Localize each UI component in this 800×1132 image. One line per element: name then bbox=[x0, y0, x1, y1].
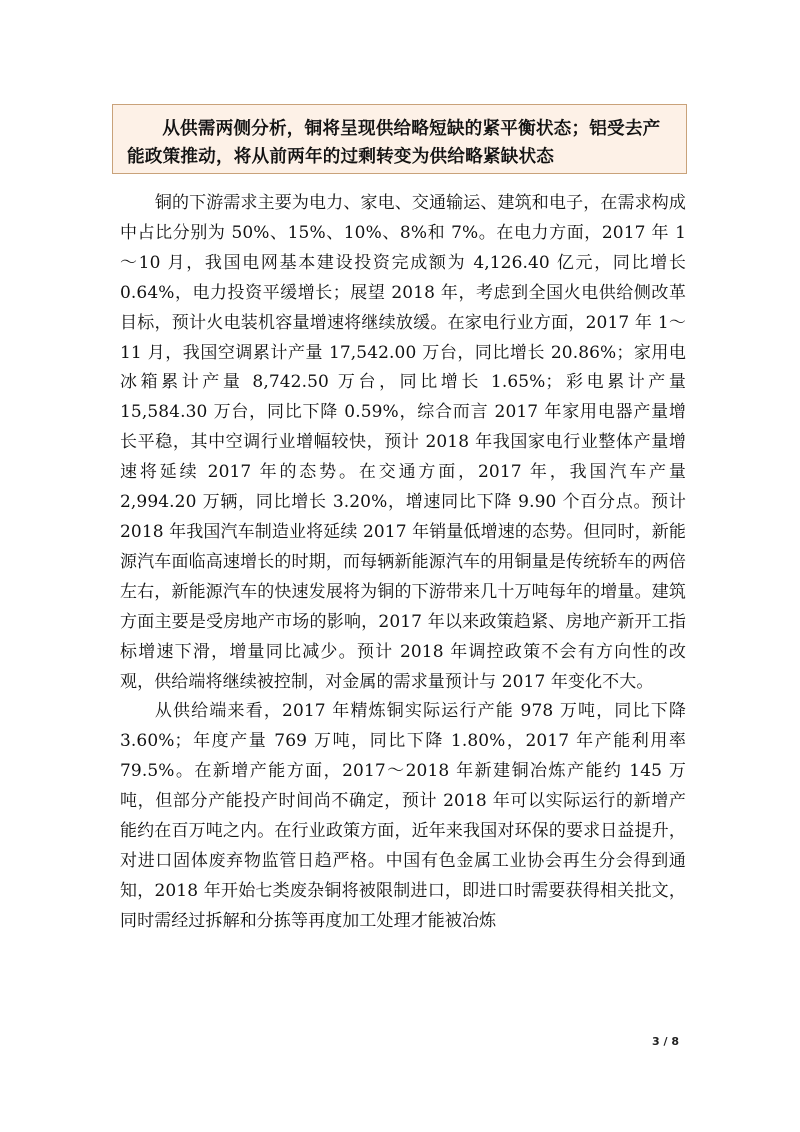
paragraph-demand: 铜的下游需求主要为电力、家电、交通输运、建筑和电子，在需求构成中占比分别为 50%、15%、10%、8%和 7%。在电力方面，2017 年 1～10 月，我国电网基本建设投资完成额为 4,126.40 亿元，同比增长 0.64%，电力投资平缓增长；展望 2018 年，考虑到全国火电供给侧改革目标，预计火电装机容量增速将继续放缓。在家电行业方面，2017 年 1～11 月，我国空调累计产量 17,542.00 万台，同比增长 20.86%；家用电冰箱累计产量 8,742.50 万台，同比增长 1.65%；彩电累计产量 15,584.30 万台，同比下降 0.59%，综合而言 2017 年家用电器产量增长平稳，其中空调行业增幅较快，预计 2018 年我国家电行业整体产量增速将延续 2017 年的态势。在交通方面，2017 年，我国汽车产量 2,994.20 万辆，同比增长 3.20%，增速同比下降 9.90 个百分点。预计 2018 年我国汽车制造业将延续 2017 年销量低增速的态势。但同时，新能源汽车面临高速增长的时期，而每辆新能源汽车的用铜量是传统轿车的两倍左右，新能源汽车的快速发展将为铜的下游带来几十万吨每年的增量。建筑方面主要是受房地产市场的影响，2017 年以来政策趋紧、房地产新开工指标增速下滑，增量同比减少。预计 2018 年调控政策不会有方向性的改观，供给端将继续被控制，对金属的需求量预计与 2017 年变化不大。 bbox=[120, 193, 686, 692]
body-text bbox=[120, 189, 686, 937]
paragraph-supply: 从供给端来看，2017 年精炼铜实际运行产能 978 万吨，同比下降 3.60%；年度产量 769 万吨，同比下降 1.80%，2017 年产能利用率 79.5%。在新增产能方面，2017～2018 年新建铜冶炼产能约 145 万吨，但部分产能投产时间尚不确定，预计 2018 年可以实际运行的新增产能约在百万吨之内。在行业政策方面，近年来我国对环保的要求日益提升，对进口固体废弃物监管日趋严格。中国有色金属工业协会再生分会得到通知，2018 年开始七类废杂铜将被限制进口，即进口时需要获得相关批文，同时需经过拆解和分拣等再度加工处理才能被冶炼 bbox=[120, 701, 686, 931]
page-number: 3 / 8 bbox=[652, 1035, 679, 1048]
key-point-callout bbox=[112, 104, 687, 174]
key-point-text: 从供需两侧分析，铜将呈现供给略短缺的紧平衡状态；铝受去产能政策推动，将从前两年的过剩转变为供给略紧缺状态 bbox=[127, 119, 661, 167]
